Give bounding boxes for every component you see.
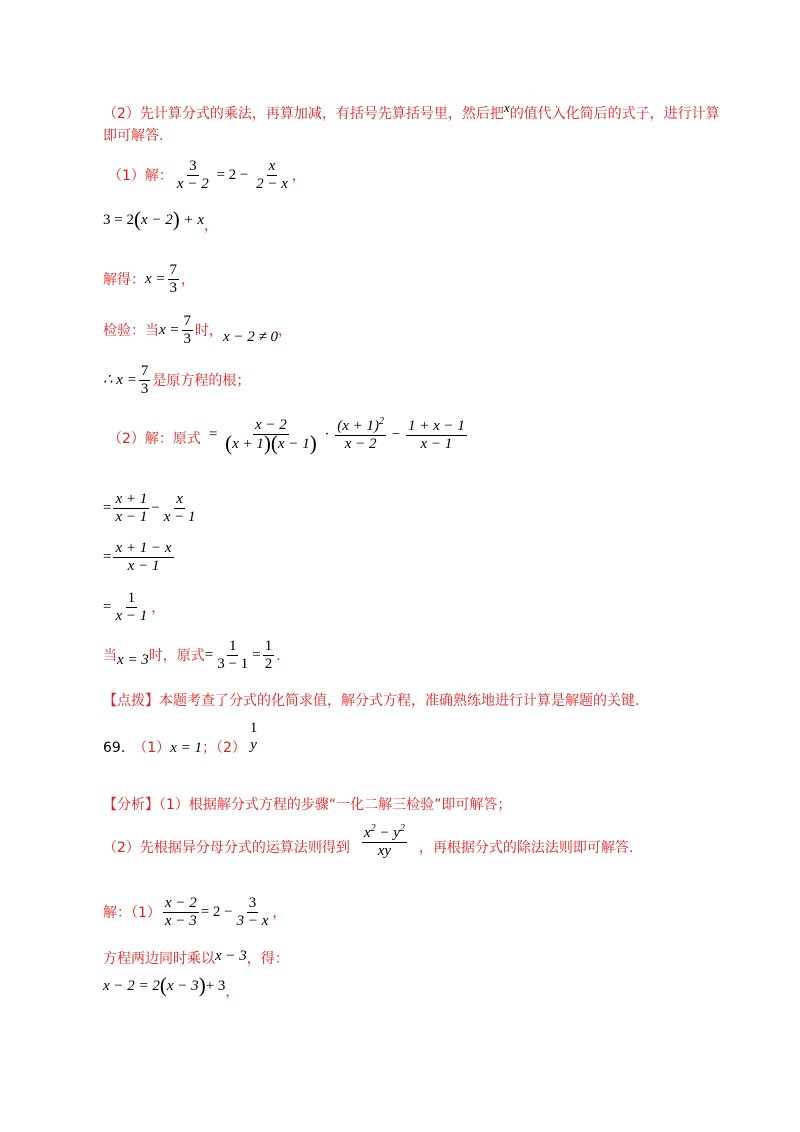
equation-1: $\frac{3}{x - 2}$ = 2 − $\frac{x}{2 - x}$	[176, 158, 288, 192]
solution-69-3: x − 2 = 2(x − 3)+ 3，	[103, 973, 240, 1000]
analysis-1: 【分析】（1）根据解分式方程的步骤“一化二解三检验”即可解答；	[103, 797, 512, 813]
solution-69-2: 方程两边同时乘以x − 3，得：	[103, 948, 289, 967]
part1-check: 检验：当 x = $\frac{7}{3}$ 时， x − 2 ≠ 0 ，	[103, 313, 293, 347]
part1-equation: （1）解： $\frac{3}{x - 2}$ = 2 − $\frac{x}{2 - x}$ ，	[108, 158, 306, 192]
part2-step-1: = $\frac{x + 1}{x - 1}$ − $\frac{x}{x - 1}$	[103, 491, 196, 525]
tip: 【点拨】本题考查了分式的化简求值，解分式方程，准确熟练地进行计算是解题的关键.	[103, 693, 640, 709]
part1-step: 3 = 2(x − 2) + x，	[103, 207, 219, 234]
analysis-2: （2）先根据异分母分式的运算法则得到 $\frac{x^2 - y^2}{xy}$ ，再根据分式的除法法则即可解答.	[103, 823, 634, 859]
intro-line-1: （2）先计算分式的乘法，再算加减，有括号先算括号里，然后把x的值代入化简后的式子，进行计算	[103, 100, 720, 122]
question-69-answer: 69. （1） x = 1 ；（2） 1 y	[103, 720, 258, 756]
part1-conclusion: ∴ x = $\frac{7}{3}$ 是原方程的根；	[103, 363, 251, 397]
part2-step-3: = $\frac{1}{x - 1}$ ，	[103, 590, 166, 624]
part2-expression: （2）解：原式 = $\frac{x - 2}{(x + 1)(x - 1)}$ · $\frac{(x + 1)^2}{x - 2}$ − $\frac{1 + x - 1}{x - 1}$	[108, 415, 465, 455]
part2-step-2: = $\frac{x + 1 - x}{x - 1}$	[103, 540, 172, 574]
part1-solve: 解得： x = $\frac{7}{3}$ ，	[103, 262, 196, 296]
part2-substitute: 当 x = 3 时，原式 = $\frac{1}{3 - 1}$ = $\frac{1}{2}$ .	[103, 638, 281, 672]
solution-69-1: 解：（1） $\frac{x - 2}{x - 3}$ = 2 − $\frac{3}{3 - x}$ ，	[103, 895, 287, 929]
intro-line-2: 即可解答.	[103, 128, 164, 144]
